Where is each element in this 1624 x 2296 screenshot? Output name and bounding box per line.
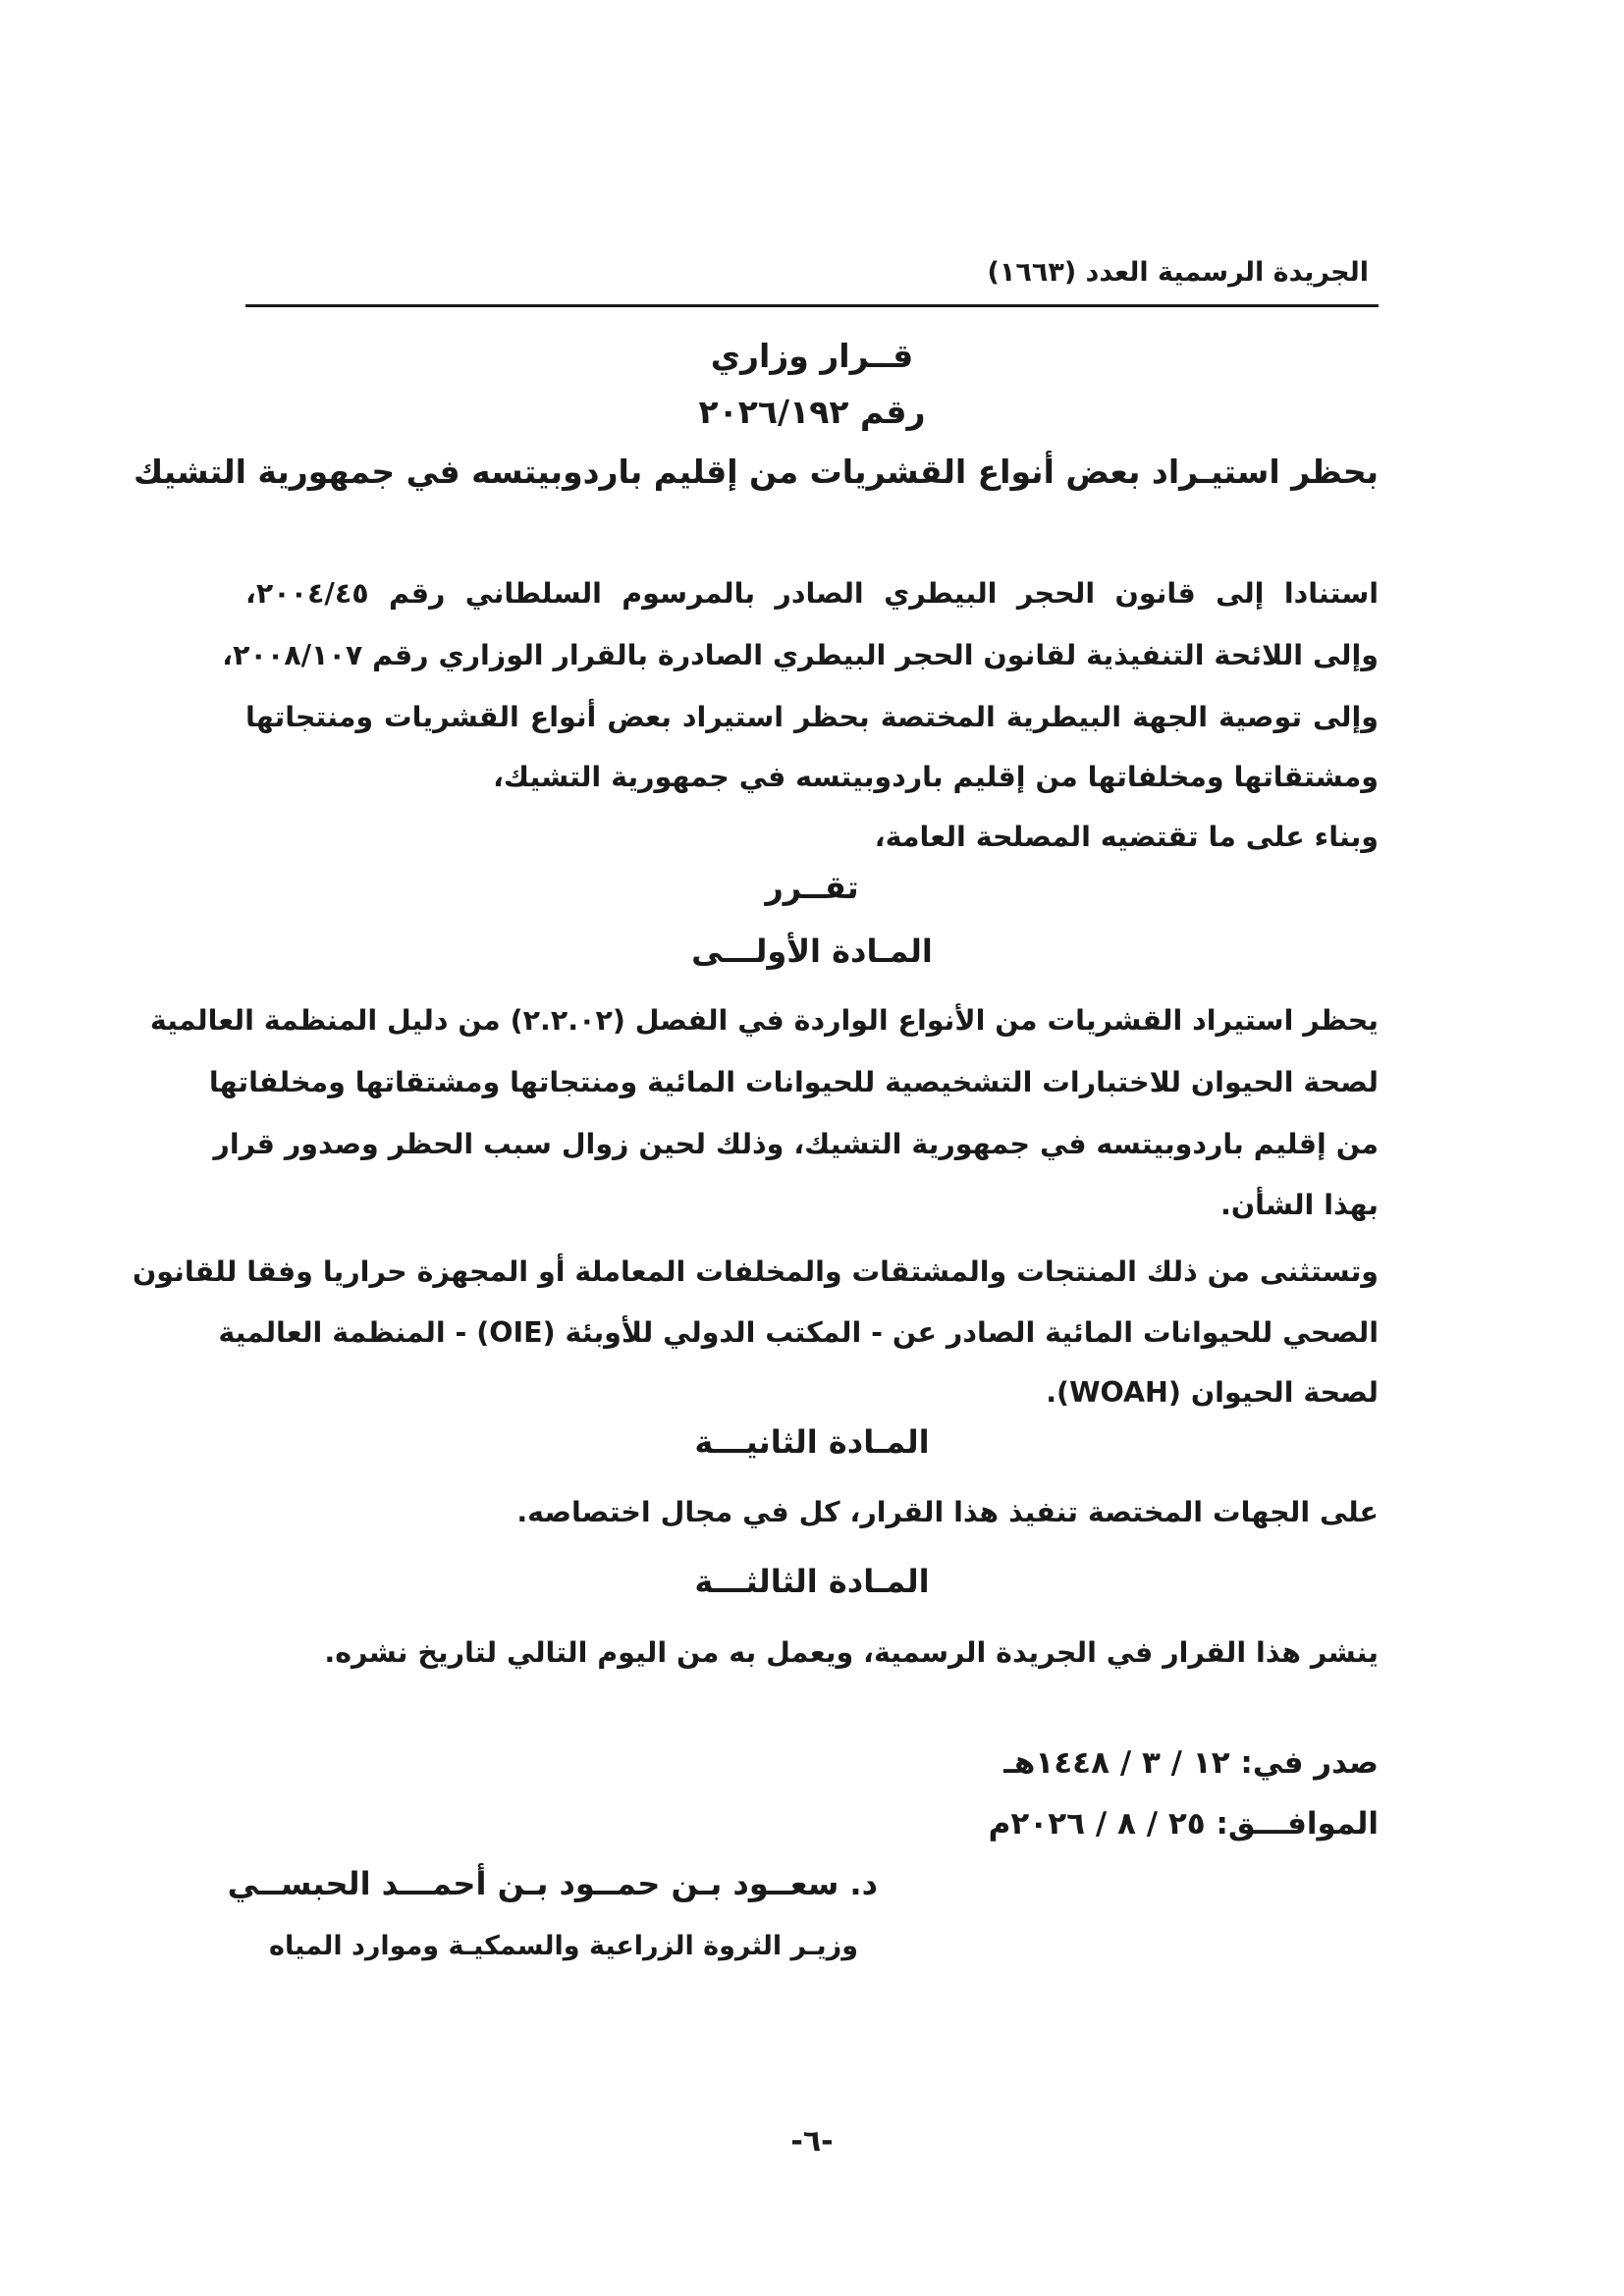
preamble-line: ومشتقاتها ومخلفاتها من إقليم باردوبيتسه في جمهورية التشيك،	[493, 761, 1379, 793]
article-heading: المـادة الثانيـــة	[694, 1423, 930, 1461]
signatory-title: وزيـر الثروة الزراعية والسمكيـة وموارد المياه	[269, 1931, 858, 1961]
article-line: وتستثنى من ذلك المنتجات والمشتقات والمخلفات المعاملة أو المجهزة حراريا وفقا للقانون	[132, 1255, 1379, 1288]
article-heading: المـادة الأولـــى	[691, 933, 933, 970]
preamble-line: وبناء على ما تقتضيه المصلحة العامة،	[874, 821, 1379, 853]
decides-heading: تقــرر	[765, 869, 859, 906]
signatory-name: د. سعــود بـن حمــود بـن أحمـــد الحبســي	[227, 1865, 878, 1902]
decision-subject: بحظر استيـراد بعض أنواع القشريات من إقليم باردوبيتسه في جمهورية التشيك	[133, 453, 1379, 491]
preamble-line: وإلى توصية الجهة البيطرية المختصة بحظر استيراد بعض أنواع القشريات ومنتجاتها	[245, 701, 1379, 733]
decision-type: قــرار وزاري	[710, 337, 914, 375]
header-rule	[245, 304, 1379, 307]
article-line: بهذا الشأن.	[1220, 1189, 1379, 1221]
article-line: لصحة الحيوان (WOAH).	[1046, 1376, 1379, 1409]
article-line: يحظر استيراد القشريات من الأنواع الواردة في الفصل (٢.٢.٠٢) من دليل المنظمة العالمية	[149, 1004, 1379, 1037]
article-line: لصحة الحيوان للاختبارات التشخيصية للحيوانات المائية ومنتجاتها ومشتقاتها ومخلفاتها	[208, 1066, 1379, 1098]
decision-number: رقم ٢٠٢٦/١٩٢	[698, 393, 926, 431]
article-line: على الجهات المختصة تنفيذ هذا القرار، كل في مجال اختصاصه.	[516, 1496, 1379, 1528]
page-number: -٦-	[790, 2124, 834, 2159]
article-line: من إقليم باردوبيتسه في جمهورية التشيك، وذلك لحين زوال سبب الحظر وصدور قرار	[213, 1128, 1379, 1160]
preamble-line: استنادا إلى قانون الحجر البيطري الصادر بالمرسوم السلطاني رقم ٢٠٠٤/٤٥،	[245, 577, 1379, 610]
preamble-line: وإلى اللائحة التنفيذية لقانون الحجر البيطري الصادرة بالقرار الوزاري رقم ٢٠٠٨/١٠٧،	[222, 639, 1379, 671]
article-heading: المـادة الثالثـــة	[694, 1563, 930, 1600]
issue-date-gregorian: الموافـــق: ٢٥ / ٨ / ٢٠٢٦م	[988, 1806, 1379, 1842]
issue-date-hijri: صدر في: ١٢ / ٣ / ١٤٤٨هـ	[1003, 1745, 1379, 1781]
article-line: ينشر هذا القرار في الجريدة الرسمية، ويعمل به من اليوم التالي لتاريخ نشره.	[324, 1636, 1379, 1669]
running-header: الجريدة الرسمية العدد (١٦٦٣)	[987, 257, 1369, 288]
article-line: الصحي للحيوانات المائية الصادر عن - المكتب الدولي للأوبئة (OIE) - المنظمة العالمية	[218, 1316, 1379, 1349]
